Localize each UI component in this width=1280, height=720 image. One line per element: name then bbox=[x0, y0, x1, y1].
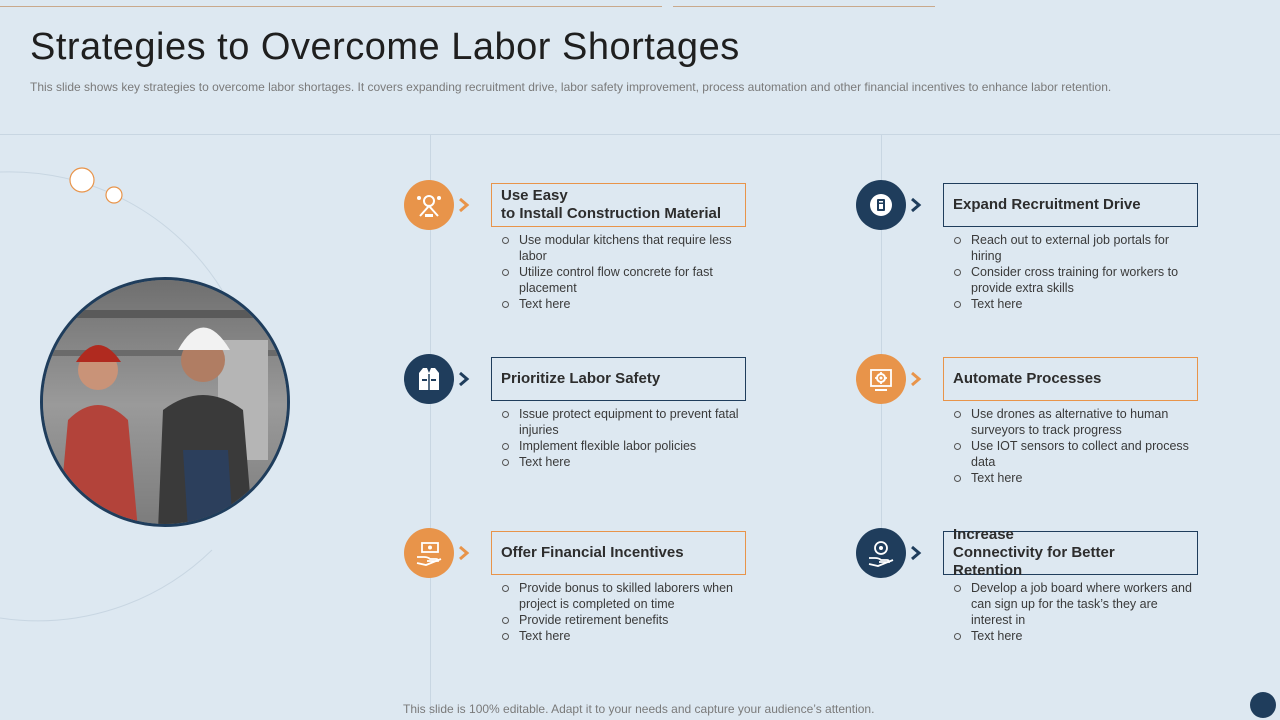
bullet-item: Text here bbox=[500, 296, 740, 312]
bullet-item: Use IOT sensors to collect and process data bbox=[952, 438, 1192, 470]
bullet-item: Text here bbox=[952, 296, 1192, 312]
chevron-right-icon bbox=[456, 195, 472, 215]
recruitment-id-icon bbox=[856, 180, 906, 230]
strategy-item-connectivity bbox=[856, 528, 1256, 678]
strategy-bullets bbox=[952, 406, 1192, 486]
page-subtitle: This slide shows key strategies to overcome labor shortages. It covers expanding recruitment drive, labor safety improvement, process automation and other financial incentives to enhance labor retention. bbox=[30, 80, 1112, 94]
strategy-item-safety bbox=[404, 354, 804, 504]
chevron-right-icon bbox=[456, 369, 472, 389]
bullet-item: Use drones as alternative to human surveyors to track progress bbox=[952, 406, 1192, 438]
strategy-heading: Automate Processes bbox=[943, 357, 1198, 401]
bullet-item: Use modular kitchens that require less labor bbox=[500, 232, 740, 264]
top-accent-line-left bbox=[0, 6, 662, 7]
strategy-item-financial bbox=[404, 528, 804, 678]
strategy-heading: Use Easy to Install Construction Material bbox=[491, 183, 746, 227]
strategy-item-automation bbox=[856, 354, 1256, 504]
strategy-bullets bbox=[952, 232, 1192, 312]
bullet-item: Issue protect equipment to prevent fatal injuries bbox=[500, 406, 740, 438]
footer-note: This slide is 100% editable. Adapt it to your needs and capture your audience’s attention. bbox=[403, 702, 875, 716]
bullet-item: Develop a job board where workers and can sign up for the task’s they are interest in bbox=[952, 580, 1192, 628]
construction-material-icon bbox=[404, 180, 454, 230]
strategy-heading: Expand Recruitment Drive bbox=[943, 183, 1198, 227]
chevron-right-icon bbox=[908, 369, 924, 389]
bullet-item: Text here bbox=[952, 470, 1192, 486]
bullet-item: Text here bbox=[500, 454, 740, 470]
construction-workers-photo bbox=[40, 277, 290, 527]
bullet-item: Consider cross training for workers to provide extra skills bbox=[952, 264, 1192, 296]
chevron-right-icon bbox=[456, 543, 472, 563]
strategy-bullets bbox=[952, 580, 1192, 644]
chevron-right-icon bbox=[908, 195, 924, 215]
corner-decoration bbox=[1250, 692, 1276, 718]
bullet-item: Utilize control flow concrete for fast placement bbox=[500, 264, 740, 296]
chevron-right-icon bbox=[908, 543, 924, 563]
strategy-item-recruitment bbox=[856, 180, 1256, 330]
strategy-bullets bbox=[500, 406, 740, 470]
strategy-bullets bbox=[500, 232, 740, 312]
bullet-item: Text here bbox=[500, 628, 740, 644]
money-hand-icon bbox=[404, 528, 454, 578]
top-accent-line-right bbox=[673, 6, 935, 7]
bullet-item: Text here bbox=[952, 628, 1192, 644]
strategy-bullets bbox=[500, 580, 740, 644]
bullet-item: Provide bonus to skilled laborers when project is completed on time bbox=[500, 580, 740, 612]
strategy-heading: Offer Financial Incentives bbox=[491, 531, 746, 575]
bullet-item: Implement flexible labor policies bbox=[500, 438, 740, 454]
strategy-heading: Prioritize Labor Safety bbox=[491, 357, 746, 401]
automation-gear-icon bbox=[856, 354, 906, 404]
connectivity-hand-icon bbox=[856, 528, 906, 578]
safety-vest-icon bbox=[404, 354, 454, 404]
bullet-item: Provide retirement benefits bbox=[500, 612, 740, 628]
strategy-item-material bbox=[404, 180, 804, 330]
strategy-heading: Increase Connectivity for Better Retention bbox=[943, 531, 1198, 575]
bullet-item: Reach out to external job portals for hiring bbox=[952, 232, 1192, 264]
page-title: Strategies to Overcome Labor Shortages bbox=[30, 26, 740, 68]
